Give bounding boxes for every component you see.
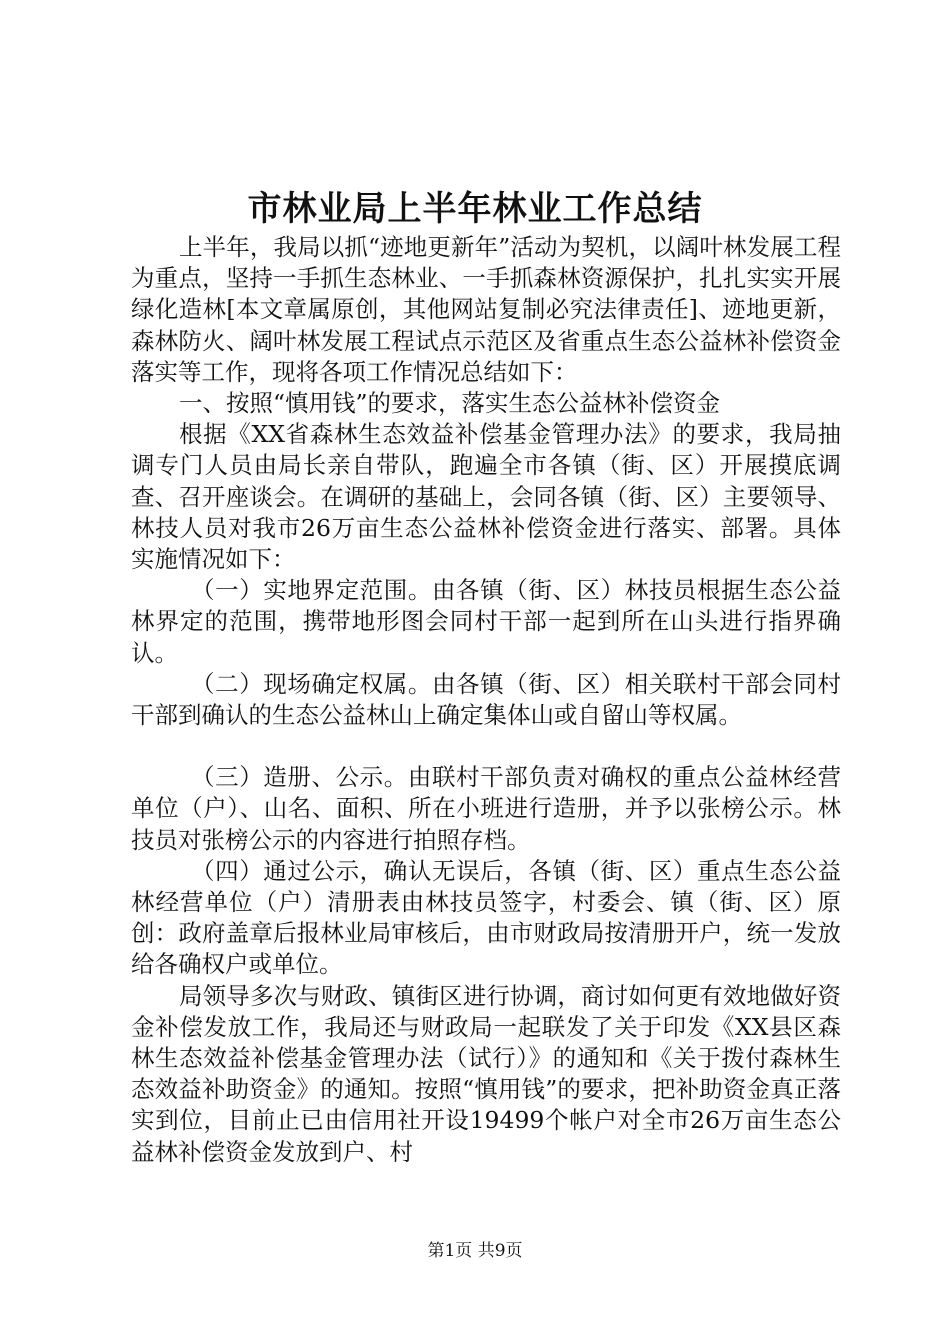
paragraph-section-1: 根据《XX省森林生态效益补偿基金管理办法》的要求，我局抽调专门人员由局长亲自带队，跑遍全市各镇（街、区）开展摸底调查、召开座谈会。在调研的基础上，会同各镇（街、区）主要领导、林技人员对我市26万亩生态公益林补偿资金进行落实、部署。具体实施情况如下： (131, 420, 841, 574)
page-footer: 第1页 共9页 (427, 1241, 523, 1261)
paragraph-intro: 上半年，我局以抓“迹地更新年”活动为契机，以阔叶林发展工程为重点，坚持一手抓生态林业、一手抓森林资源保护，扎扎实实开展绿化造林[本文章属原创，其他网站复制必究法律责任]、迹地更新，森林防火、阔叶林发展工程试点示范区及省重点生态公益林补偿资金落实等工作，现将各项工作情况总结如下： (131, 233, 841, 386)
paragraph-coordination: 局领导多次与财政、镇街区进行协调，商讨如何更有效地做好资金补偿发放工作，我局还与财政局一起联发了关于印发《XX县区森林生态效益补偿基金管理办法（试行）》的通知和《关于拨付森林生态效益补助资金》的通知。按照“慎用钱”的要求，把补助资金真正落实到位，目前止已由信用社开设19499个帐户对全市26万亩生态公益林补偿资金发放到户、村 (131, 981, 841, 1166)
document-body (131, 232, 841, 1168)
paragraph-gap (131, 731, 841, 762)
paragraph-item-2: （二）现场确定权属。由各镇（街、区）相关联村干部会同村干部到确认的生态公益林山上确定集体山或自留山等权属。 (131, 669, 841, 730)
paragraph-item-4: （四）通过公示，确认无误后，各镇（街、区）重点生态公益林经营单位（户）清册表由林技员签字，村委会、镇（街、区）原创：政府盖章后报林业局审核后，由市财政局按清册开户，统一发放给各确权户或单位。 (131, 856, 841, 979)
paragraph-item-1: （一）实地界定范围。由各镇（街、区）林技员根据生态公益林界定的范围，携带地形图会同村干部一起到所在山头进行指界确认。 (131, 576, 841, 667)
section-heading-1: 一、按照“慎用钱”的要求，落实生态公益林补偿资金 (179, 389, 721, 418)
document-title: 市林业局上半年林业工作总结 (247, 189, 703, 229)
paragraph-item-3: （三）造册、公示。由联村干部负责对确权的重点公益林经营单位（户）、山名、面积、所在小班进行造册，并予以张榜公示。林技员对张榜公示的内容进行拍照存档。 (131, 763, 841, 854)
